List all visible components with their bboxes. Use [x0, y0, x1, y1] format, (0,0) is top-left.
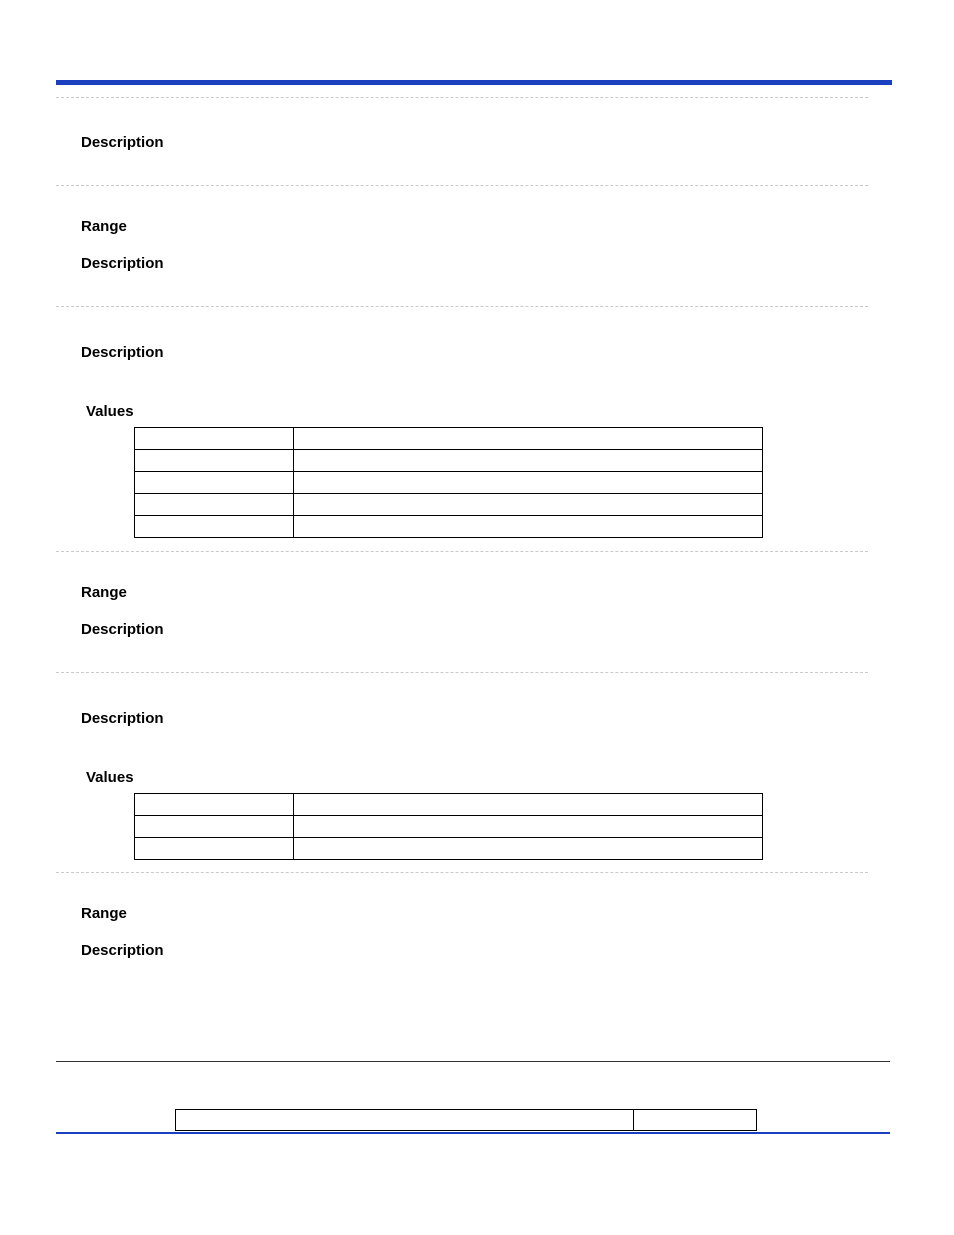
table-cell — [294, 838, 763, 860]
section-divider — [56, 672, 868, 673]
table-cell — [294, 472, 763, 494]
table-cell — [135, 472, 294, 494]
description-label: Description — [81, 710, 164, 727]
table-row — [135, 838, 763, 860]
table-cell — [294, 516, 763, 538]
table-row — [135, 494, 763, 516]
footer-table — [175, 1109, 757, 1131]
table-row — [135, 472, 763, 494]
description-label: Description — [81, 942, 164, 959]
description-label: Description — [81, 255, 164, 272]
table-cell — [135, 794, 294, 816]
table-cell — [135, 450, 294, 472]
table-cell — [176, 1110, 634, 1131]
table-row — [135, 450, 763, 472]
section-divider — [56, 872, 868, 873]
description-label: Description — [81, 621, 164, 638]
range-label: Range — [81, 905, 127, 922]
values-table — [134, 427, 763, 538]
table-row — [135, 794, 763, 816]
table-cell — [135, 838, 294, 860]
range-label: Range — [81, 584, 127, 601]
values-label: Values — [86, 403, 134, 420]
footer-accent-rule — [56, 1132, 890, 1134]
section-divider — [56, 97, 868, 98]
table-cell — [135, 516, 294, 538]
table-row — [176, 1110, 757, 1131]
table-cell — [294, 816, 763, 838]
table-row — [135, 428, 763, 450]
section-divider — [56, 551, 868, 552]
section-divider — [56, 185, 868, 186]
table-cell — [135, 428, 294, 450]
table-row — [135, 516, 763, 538]
table-cell — [294, 494, 763, 516]
footer-rule — [56, 1061, 890, 1062]
table-row — [135, 816, 763, 838]
section-divider — [56, 306, 868, 307]
table-cell — [294, 428, 763, 450]
range-label: Range — [81, 218, 127, 235]
table-cell — [135, 494, 294, 516]
description-label: Description — [81, 134, 164, 151]
description-label: Description — [81, 344, 164, 361]
values-table — [134, 793, 763, 860]
table-cell — [294, 450, 763, 472]
values-label: Values — [86, 769, 134, 786]
table-cell — [294, 794, 763, 816]
header-rule — [56, 80, 892, 85]
table-cell — [634, 1110, 757, 1131]
table-cell — [135, 816, 294, 838]
